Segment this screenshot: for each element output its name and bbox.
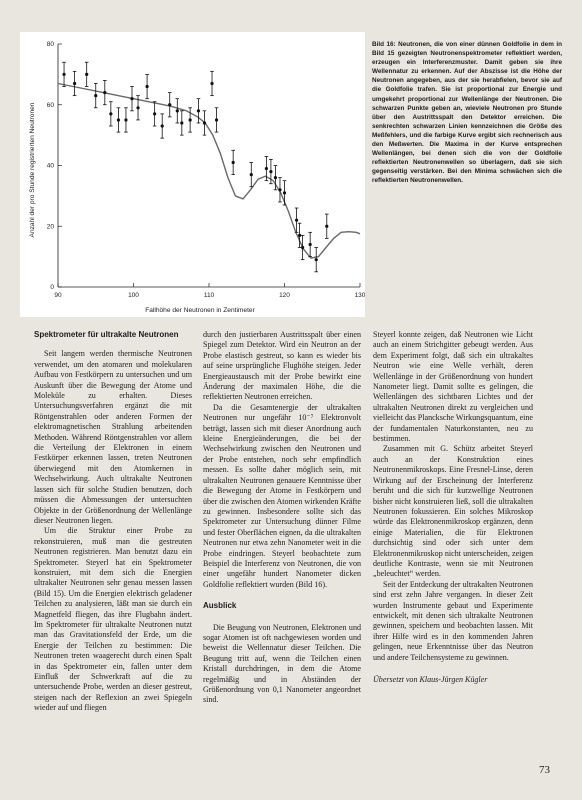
figure-16 <box>20 32 365 317</box>
data-marker <box>161 124 164 127</box>
data-marker <box>250 173 253 176</box>
data-marker <box>136 106 139 109</box>
data-marker <box>109 112 112 115</box>
interference-chart <box>20 32 365 317</box>
y-axis-label: Anzahl der pro Stunde registrierten Neutronen <box>29 102 36 238</box>
paragraph: Da die Gesamtenergie der ultrakalten Neutronen nur ungefähr 10⁻⁷ Elektronvolt beträgt, lassen sich mit dieser Anordnung auch kleine Energieänderungen, die bei der Wechselwirkung zwischen den Neutronen und der Probe entstehen, noch sehr empfindlich messen. Es sollte daher möglich sein, mit ultrakalten Neutronen genauere Kenntnisse über die Bewegung der Atome in Festkörpern und über die zwischen den Atomen wirkenden Kräfte zu gewinnen. Insbesondere sollte sich das Spektrometer zur Untersuchung dünner Filme und fester Oberflächen eignen, da die ultrakalten Neutronen nur etwa zehn Nanometer weit in die Probe eindringen. Steyerl beobachtete zum Beispiel die Interferenz von Neutronen, die von einer ungefähr hundert Nanometer dicken Goldfolie reflektiert wurden (Bild 16). <box>203 402 361 589</box>
figure-caption: Bild 16: Neutronen, die von einer dünnen Goldfolie in dem in Bild 15 gezeigten Neutronenspektrometer reflektiert werden, erzeugen ein Interferenzmuster. Damit geben sie ihre Wellennatur zu erkennen. Auf der Abszisse ist die Höhe der Neutronen angegeben, aus der sie herabfielen, bevor sie auf die Goldfolie trafen. Sie ist proportional zur Energie und umgekehrt proportional zur Wellenlänge der Neutronen. Die schwarzen Punkte geben an, wieviele Neutronen pro Stunde über den Austrittsspalt den Detektor erreichen. Die senkrechten schwarzen Linien kennzeichnen die Größe des Meßfehlers, und die farbige Kurve ergibt sich rechnerisch aus den Meßwerten. Die Maxima in der Kurve entsprechen Wellenlängen, bei denen sich die von der Goldfolie reflektierten Neutronenwellen so überlagern, daß sie sich gegenseitig verstärken. Bei den Minima schwächen sich die reflektierten Neutronenwellen. <box>372 41 562 185</box>
data-marker <box>176 109 179 112</box>
paragraph: Zusammen mit G. Schütz arbeitet Steyerl auch an der Konstruktion eines Neutronenmikroskops. Eine Fresnel-Linse, deren Wirkung auf der Erscheinung der Interferenz beruht und die sich für kurzwellige Neutronen bisher nicht konstruieren ließ, soll die ultrakalten Neutronen fokussieren. Ein solches Mikroskop würde das Elektronenmikroskop ergänzen, denn einige Materialien, die für Elektronen durchsichtig sind oder sich unter dem Elektronenmikroskop nicht unterscheiden, zeigen deutliche Kontraste, wenn sie mit Neutronen „beleuchtet“ werden. <box>373 444 533 579</box>
x-axis-label: Fallhöhe der Neutronen in Zentimeter <box>145 307 255 314</box>
data-marker <box>315 258 318 261</box>
data-marker <box>130 97 133 100</box>
paragraph: durch den justierbaren Austrittsspalt über einen Spiegel zum Detektor. Wird ein Neutron an der Probe elastisch gestreut, so kann es wieder bis auf seine ursprüngliche Flughöhe steigen. Jeder Energieaustausch mit der Probe bewirkt eine Änderung der maximalen Höhe, die die reflektierten Neutronen erreichen. <box>203 330 361 402</box>
data-marker <box>274 176 277 179</box>
data-marker <box>180 121 183 124</box>
y-tick-label: 60 <box>46 101 54 109</box>
data-marker <box>103 91 106 94</box>
data-marker <box>94 94 97 97</box>
data-marker <box>73 82 76 85</box>
data-marker <box>269 170 272 173</box>
data-marker <box>124 118 127 121</box>
data-marker <box>278 188 281 191</box>
data-marker <box>62 73 65 76</box>
text-column-2 <box>203 330 361 706</box>
data-marker <box>309 243 312 246</box>
data-marker <box>210 82 213 85</box>
x-tick-label: 120 <box>279 292 290 299</box>
data-marker <box>232 161 235 164</box>
section-heading-ausblick: Ausblick <box>203 601 237 611</box>
section-heading-spektrometer: Spektrometer für ultrakalte Neutronen <box>34 330 179 339</box>
data-marker <box>215 118 218 121</box>
x-tick-label: 110 <box>203 292 215 299</box>
text-column-3 <box>373 330 533 685</box>
y-tick-label: 40 <box>46 162 54 170</box>
data-marker <box>197 109 200 112</box>
data-marker <box>203 121 206 124</box>
paragraph: Seit langem werden thermische Neutronen verwendet, um den atomaren und molekularen Aufbau von Festkörpern zu untersuchen und um Auskunft über die Bewegung der Atome und Moleküle zu erhalten. Dieses Untersuchungsverfahren ergänzt die mit Röntgenstrahlen oder anderen Formen der elektromagnetischen Strahlung arbeitenden Methoden. Während Röntgenstrahlen vor allem die Verteilung der Elektronen in einem Festkörper erkennen lassen, treten Neutronen überwiegend mit den Atomkernen in Wechselwirkung. Auch ultrakalte Neutronen lassen sich für solche Studien benutzen, doch müssen die Abmessungen der untersuchten Objekte in der Größenordnung der Wellenlänge dieser Neutronen liegen. <box>34 349 192 525</box>
paragraph: Um die Struktur einer Probe zu rekonstruieren, muß man die gestreuten Neutronen registrieren. Man benutzt dazu ein Spektrometer. Steyerl hat ein Spektrometer konstruiert, mit dem sich die Energien ultrakalter Neutronen sehr genau messen lassen (Bild 15). Um die Energien elektrisch geladener Teilchen zu analysieren, läßt man sie durch ein Magnetfeld fliegen, das ihre Flugbahn ändert. Im Spektrometer für ultrakalte Neutronen nutzt man das Gravitationsfeld der Erde, um die Energie der Teilchen zu bestimmen: Die Neutronen treten waagerecht durch einen Spalt in das Spektrometer ein, fallen unter dem Einfluß der Schwerkraft auf die zu untersuchende Probe, werden an dieser gestreut, steigen nach der Reflexion an zwei Spiegeln wieder auf und fliegen <box>34 526 192 713</box>
data-marker <box>265 167 268 170</box>
paragraph: Die Beugung von Neutronen, Elektronen und sogar Atomen ist oft nachgewiesen worden und beweist die Wellennatur dieser Teilchen. Die Beugung tritt auf, wenn die Teilchen einen Kristall durchdringen, in dem die Atome regelmäßig und in Abständen der Größenordnung von 0,1 Nanometer angeordnet sind. <box>203 622 361 705</box>
data-marker <box>168 103 171 106</box>
y-tick-label: 0 <box>50 284 54 292</box>
x-tick-label: 130 <box>354 292 365 299</box>
data-marker <box>153 112 156 115</box>
paragraph: Seit der Entdeckung der ultrakalten Neutronen sind erst zehn Jahre vergangen. In dieser Zeit wurden Instrumente gebaut und Experimente entwickelt, mit denen sich ultrakalte Neutronen gewinnen, speichern und beobachten lassen. Mit ihrer Hilfe wird es in den kommenden Jahren gelingen, neue Erkenntnisse über das Neutron und andere Teilchensysteme zu gewinnen. <box>373 579 533 662</box>
text-column-1 <box>34 330 192 714</box>
data-marker <box>325 225 328 228</box>
translator-credit: Übersetzt von Klaus-Jürgen Kügler <box>373 675 488 684</box>
data-marker <box>298 234 301 237</box>
page-number: 73 <box>539 764 550 776</box>
x-tick-label: 90 <box>54 292 62 299</box>
x-tick-label: 100 <box>128 292 139 299</box>
data-marker <box>283 191 286 194</box>
data-marker <box>301 246 304 249</box>
data-marker <box>145 85 148 88</box>
data-marker <box>189 118 192 121</box>
y-tick-label: 80 <box>46 41 54 49</box>
y-tick-label: 20 <box>46 223 54 231</box>
data-marker <box>295 219 298 222</box>
data-marker <box>85 73 88 76</box>
paragraph: Steyerl konnte zeigen, daß Neutronen wie Licht auch an einem Strichgitter gebeugt werden. Aus dem Experiment folgt, daß sich ein ultrakaltes Neutron wie eine Welle verhält, deren Wellenlänge in der Größenordnung von hundert Nanometer liegt. Damit sollte es gelingen, die Wellenlängen des sichtbaren Lichtes und der ultrakalten Neutronen direkt zu vergleichen und vielleicht das Plancksche Wirkungsquantum, eine der fundamentalen Naturkonstanten, neu zu bestimmen. <box>373 330 533 444</box>
data-marker <box>117 118 120 121</box>
